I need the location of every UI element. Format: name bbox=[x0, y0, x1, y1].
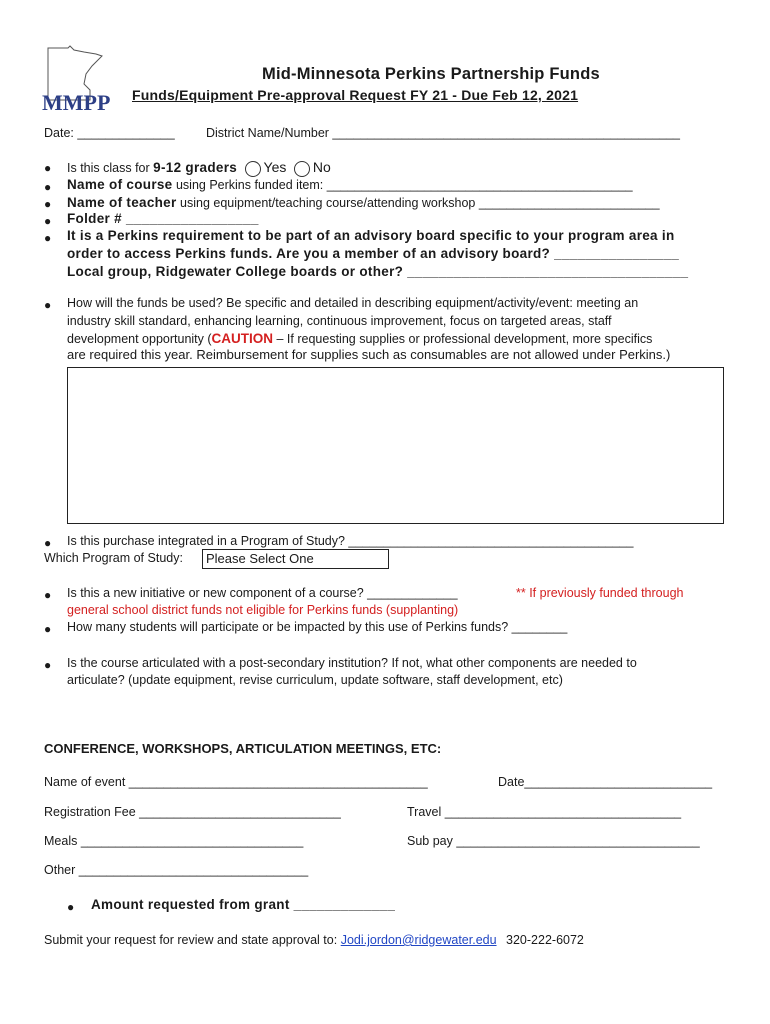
supplanting-note-1: ** If previously funded through bbox=[516, 586, 684, 600]
usage-line-4: are required this year. Reimbursement for supplies such as consumables are not allowed under Perkins.) bbox=[67, 347, 671, 362]
bullet: ● bbox=[44, 536, 52, 550]
program-which-label: Which Program of Study: bbox=[44, 551, 183, 565]
articulated-line-2: articulate? (update equipment, revise curriculum, update software, staff development, etc) bbox=[67, 673, 563, 687]
articulated-line-1: Is the course articulated with a post-secondary institution? If not, what other components are needed to bbox=[67, 656, 637, 670]
teacher-field[interactable]: Name of teacher using equipment/teaching course/attending workshop __________________________ bbox=[67, 195, 660, 210]
logo-text: MMPP bbox=[42, 90, 111, 115]
email-link[interactable]: Jodi.jordon@ridgewater.edu bbox=[340, 933, 497, 947]
page-title: Mid-Minnesota Perkins Partnership Funds bbox=[262, 65, 600, 83]
folder-field[interactable]: Folder # _________________ bbox=[67, 211, 259, 226]
grades-question: Is this class for 9-12 graders Yes No bbox=[67, 159, 331, 175]
program-question[interactable]: Is this purchase integrated in a Program of Study? _________________________________________ bbox=[67, 534, 634, 548]
bullet: ● bbox=[67, 900, 75, 914]
yes-label: Yes bbox=[263, 159, 287, 175]
usage-line-3: development opportunity (CAUTION – If requesting supplies or professional development, more specifics bbox=[67, 331, 653, 346]
amount-requested-field[interactable]: Amount requested from grant _____________ bbox=[91, 897, 396, 912]
caution-label: CAUTION bbox=[211, 331, 274, 346]
bullet: ● bbox=[44, 588, 52, 602]
bullet: ● bbox=[44, 298, 52, 312]
new-initiative-field[interactable]: Is this a new initiative or new component of a course? _____________ bbox=[67, 586, 458, 600]
usage-textarea[interactable] bbox=[67, 367, 724, 524]
bullet: ● bbox=[44, 231, 52, 245]
no-label: No bbox=[312, 159, 331, 175]
mmpp-logo bbox=[40, 44, 120, 116]
phone-number: 320-222-6072 bbox=[506, 933, 584, 947]
bullet: ● bbox=[44, 214, 52, 228]
event-date-field[interactable]: Date___________________________ bbox=[498, 775, 713, 789]
bullet: ● bbox=[44, 161, 52, 175]
page-subtitle: Funds/Equipment Pre-approval Request FY 21 - Due Feb 12, 2021 bbox=[132, 87, 579, 103]
conference-heading: CONFERENCE, WORKSHOPS, ARTICULATION MEETINGS, ETC: bbox=[44, 741, 442, 756]
other-field[interactable]: Other _________________________________ bbox=[44, 863, 309, 877]
submit-line: Submit your request for review and state approval to: Jodi.jordon@ridgewater.edu 320-222-6072 bbox=[44, 933, 584, 947]
registration-fee-field[interactable]: Registration Fee _____________________________ bbox=[44, 805, 341, 819]
travel-field[interactable]: Travel __________________________________ bbox=[407, 805, 682, 819]
supplanting-note-2: general school district funds not eligible for Perkins funds (supplanting) bbox=[67, 603, 459, 617]
bullet: ● bbox=[44, 197, 52, 211]
usage-line-1: How will the funds be used? Be specific and detailed in describing equipment/activity/event: meeting an bbox=[67, 296, 639, 310]
bullet: ● bbox=[44, 622, 52, 636]
district-field[interactable]: District Name/Number __________________________________________________ bbox=[206, 126, 681, 140]
no-radio[interactable] bbox=[294, 161, 310, 177]
local-group-field[interactable]: Local group, Ridgewater College boards or other? ____________________________________ bbox=[67, 264, 689, 279]
yes-radio[interactable] bbox=[245, 161, 261, 177]
date-field[interactable]: Date: ______________ bbox=[44, 126, 175, 140]
course-field[interactable]: Name of course using Perkins funded item: ____________________________________________ bbox=[67, 177, 633, 192]
meals-field[interactable]: Meals ________________________________ bbox=[44, 834, 304, 848]
advisory-requirement: It is a Perkins requirement to be part of an advisory board specific to your program area in bbox=[67, 228, 675, 243]
bullet: ● bbox=[44, 658, 52, 672]
advisory-board-field[interactable]: order to access Perkins funds. Are you a member of an advisory board? ________________ bbox=[67, 246, 680, 261]
event-name-field[interactable]: Name of event ___________________________________________ bbox=[44, 775, 428, 789]
bullet: ● bbox=[44, 180, 52, 194]
usage-line-2: industry skill standard, enhancing learning, continuous improvement, focus on targeted areas, staff bbox=[67, 314, 612, 328]
program-select[interactable]: Please Select One bbox=[202, 549, 389, 569]
sub-pay-field[interactable]: Sub pay ___________________________________ bbox=[407, 834, 700, 848]
students-field[interactable]: How many students will participate or be impacted by this use of Perkins funds? ________ bbox=[67, 620, 568, 634]
